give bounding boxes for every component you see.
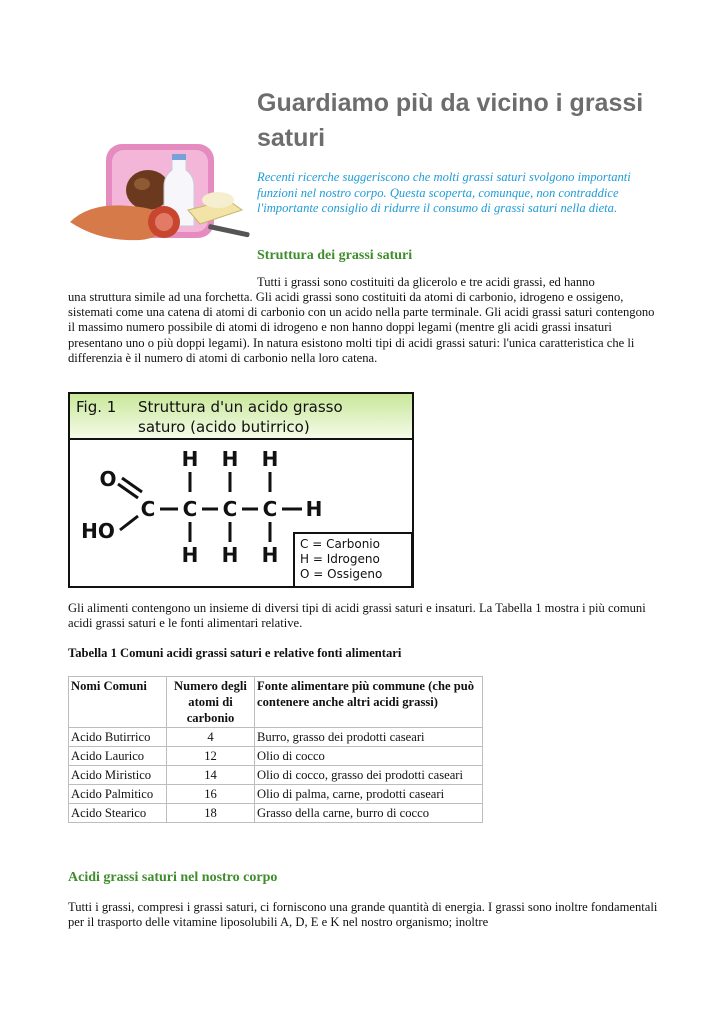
cell-carbon-count: 16 [167, 785, 255, 804]
section-heading-struttura: Struttura dei grassi saturi [257, 248, 413, 263]
atom-c-4: C [262, 497, 278, 521]
legend-idrogeno: H = Idrogeno [300, 552, 380, 566]
header-numero-atomi: Numero degli atomi di carbonio [167, 677, 255, 728]
section1-paragraph: una struttura simile ad una forchetta. Gli acidi grassi sono costituiti da atomi di carbonio, idrogeno e ossigeno, sistemati come una catena di atomi di carbonio con un acido nella parte terminale. Gli acidi grassi saturi contengono il massimo numero possibile di atomi di idrogeno e non hanno doppi legami (mentre gli acidi grassi insaturi presentano uno o più doppi legami). In natura esistono molti tipi di acidi grassi saturi: l'unica caratteristica che li differenzia è il numero di atomi di carbonio nella loro catena. [68, 290, 655, 365]
atom-h-bottom-1: H [181, 543, 199, 567]
atom-ho: HO [81, 519, 115, 543]
paragraph-tabella-intro: Gli alimenti contengono un insieme di diversi tipi di acidi grassi saturi e insaturi. La Tabella 1 mostra i più comuni acidi grassi saturi e le fonti alimentari relative. [68, 601, 646, 631]
cell-name: Acido Miristico [69, 766, 167, 785]
cell-carbon-count: 18 [167, 804, 255, 823]
cell-source: Grasso della carne, burro di cocco [255, 804, 483, 823]
figure-butyric-acid [68, 392, 414, 588]
cell-name: Acido Stearico [69, 804, 167, 823]
atom-o: O [99, 467, 117, 491]
atom-c-1: C [140, 497, 156, 521]
header-nomi-comuni: Nomi Comuni [69, 677, 167, 728]
atom-h-bottom-3: H [261, 543, 279, 567]
atom-c-2: C [182, 497, 198, 521]
section1-first-line: Tutti i grassi sono costituiti da glicerolo e tre acidi grassi, ed hanno [257, 275, 595, 289]
cell-name: Acido Butirrico [69, 728, 167, 747]
atom-h-bottom-2: H [221, 543, 239, 567]
cell-name: Acido Palmitico [69, 785, 167, 804]
table-row [69, 804, 483, 823]
legend-carbonio: C = Carbonio [300, 537, 380, 551]
figure-title-line1: Struttura d'un acido grasso [138, 398, 343, 416]
cell-name: Acido Laurico [69, 747, 167, 766]
cell-source: Olio di cocco [255, 747, 483, 766]
atom-h-top-2: H [221, 447, 239, 471]
table-header-row [69, 677, 483, 728]
table-row [69, 785, 483, 804]
figure-title-line2: saturo (acido butirrico) [138, 418, 310, 436]
section-heading-corpo: Acidi grassi saturi nel nostro corpo [68, 870, 278, 885]
cell-source: Burro, grasso dei prodotti caseari [255, 728, 483, 747]
cell-carbon-count: 12 [167, 747, 255, 766]
food-illustration [68, 138, 252, 244]
cell-carbon-count: 14 [167, 766, 255, 785]
cell-source: Olio di cocco, grasso dei prodotti caseari [255, 766, 483, 785]
table-row [69, 747, 483, 766]
figure-label: Fig. 1 [76, 398, 117, 416]
table-row [69, 766, 483, 785]
intro-text: Recenti ricerche suggeriscono che molti grassi saturi svolgono importanti funzioni nel nostro corpo. Questa scoperta, comunque, non contraddice l'importante consiglio di ridurre il consumo di grassi saturi nella dieta. [257, 170, 631, 216]
cell-carbon-count: 4 [167, 728, 255, 747]
cell-source: Olio di palma, carne, prodotti caseari [255, 785, 483, 804]
section2-paragraph: Tutti i grassi, compresi i grassi saturi, ci forniscono una grande quantità di energia. I grassi sono inoltre fondamentali per il trasporto delle vitamine liposolubili A, D, E e K nel nostro organismo; inoltre [68, 900, 658, 930]
table-caption: Tabella 1 Comuni acidi grassi saturi e relative fonti alimentari [68, 646, 402, 660]
atom-h-top-3: H [261, 447, 279, 471]
legend-ossigeno: O = Ossigeno [300, 567, 383, 581]
atom-c-3: C [222, 497, 238, 521]
atom-h-end: H [305, 497, 323, 521]
page-title: Guardiamo più da vicino i grassi saturi [257, 89, 644, 152]
table-row [69, 728, 483, 747]
header-fonte-alimentare: Fonte alimentare più commune (che può contenere anche altri acidi grassi) [255, 677, 483, 728]
fatty-acids-table [68, 676, 483, 823]
atom-h-top-1: H [181, 447, 199, 471]
